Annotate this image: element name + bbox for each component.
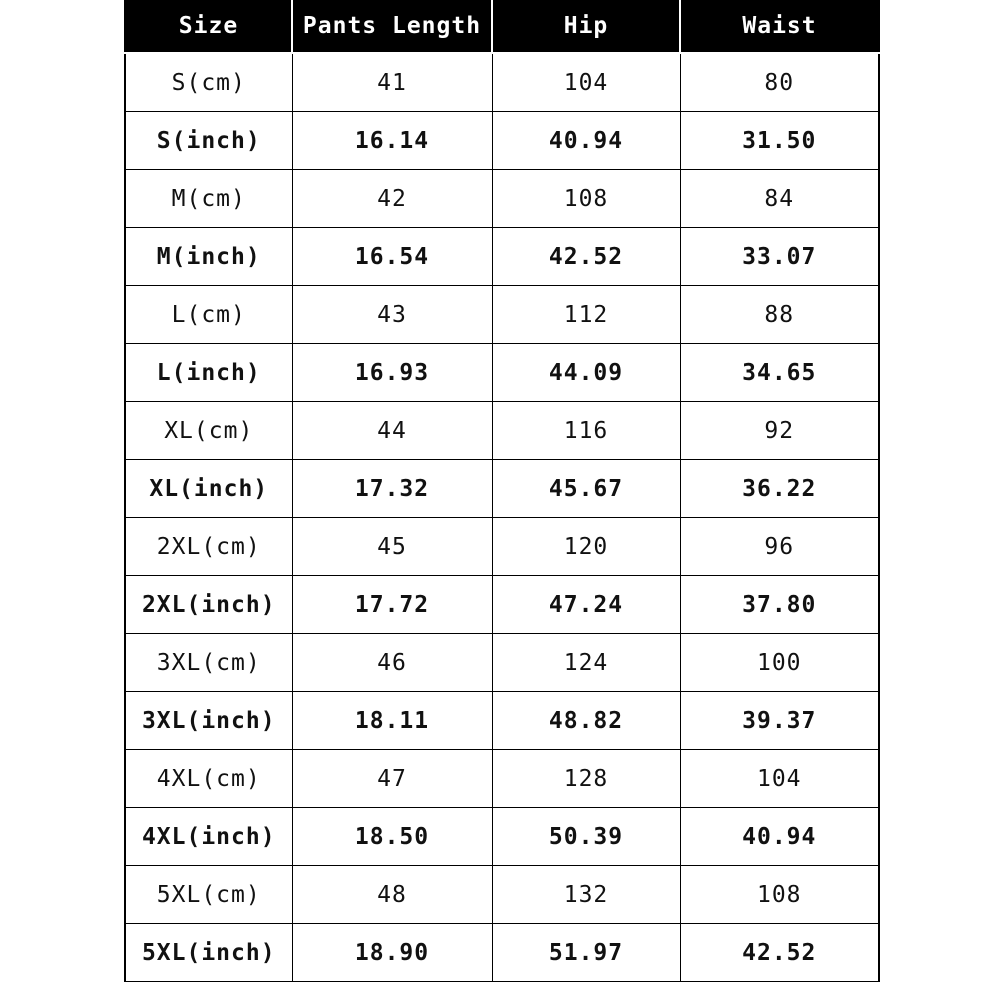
size-cell: 5XL(cm) bbox=[125, 866, 292, 924]
pants-length-cell: 47 bbox=[292, 750, 492, 808]
size-cell: M(cm) bbox=[125, 170, 292, 228]
table-row bbox=[125, 460, 879, 518]
hip-cell: 40.94 bbox=[492, 112, 680, 170]
table-row bbox=[125, 344, 879, 402]
table-row bbox=[125, 53, 879, 112]
hip-cell: 51.97 bbox=[492, 924, 680, 982]
table-body bbox=[125, 53, 879, 982]
size-cell: L(cm) bbox=[125, 286, 292, 344]
table-row bbox=[125, 808, 879, 866]
size-cell: S(inch) bbox=[125, 112, 292, 170]
hip-cell: 42.52 bbox=[492, 228, 680, 286]
table-row bbox=[125, 924, 879, 982]
hip-cell: 47.24 bbox=[492, 576, 680, 634]
waist-cell: 39.37 bbox=[680, 692, 879, 750]
pants-length-cell: 16.14 bbox=[292, 112, 492, 170]
header-row bbox=[125, 0, 879, 53]
table-row bbox=[125, 692, 879, 750]
size-cell: 5XL(inch) bbox=[125, 924, 292, 982]
table-row bbox=[125, 286, 879, 344]
size-cell: M(inch) bbox=[125, 228, 292, 286]
hip-cell: 128 bbox=[492, 750, 680, 808]
waist-cell: 31.50 bbox=[680, 112, 879, 170]
waist-cell: 36.22 bbox=[680, 460, 879, 518]
waist-cell: 84 bbox=[680, 170, 879, 228]
waist-cell: 96 bbox=[680, 518, 879, 576]
table-header bbox=[125, 0, 879, 53]
header-hip: Hip bbox=[492, 0, 680, 53]
pants-length-cell: 45 bbox=[292, 518, 492, 576]
table-row bbox=[125, 112, 879, 170]
size-cell: XL(inch) bbox=[125, 460, 292, 518]
hip-cell: 104 bbox=[492, 53, 680, 112]
waist-cell: 40.94 bbox=[680, 808, 879, 866]
waist-cell: 34.65 bbox=[680, 344, 879, 402]
hip-cell: 124 bbox=[492, 634, 680, 692]
pants-length-cell: 17.72 bbox=[292, 576, 492, 634]
table-row bbox=[125, 750, 879, 808]
size-cell: S(cm) bbox=[125, 53, 292, 112]
hip-cell: 50.39 bbox=[492, 808, 680, 866]
pants-length-cell: 18.90 bbox=[292, 924, 492, 982]
hip-cell: 45.67 bbox=[492, 460, 680, 518]
size-cell: 2XL(inch) bbox=[125, 576, 292, 634]
pants-length-cell: 18.11 bbox=[292, 692, 492, 750]
waist-cell: 100 bbox=[680, 634, 879, 692]
hip-cell: 48.82 bbox=[492, 692, 680, 750]
size-cell: L(inch) bbox=[125, 344, 292, 402]
table-row bbox=[125, 866, 879, 924]
waist-cell: 104 bbox=[680, 750, 879, 808]
waist-cell: 42.52 bbox=[680, 924, 879, 982]
size-chart-table bbox=[124, 0, 880, 982]
pants-length-cell: 46 bbox=[292, 634, 492, 692]
hip-cell: 108 bbox=[492, 170, 680, 228]
header-size: Size bbox=[125, 0, 292, 53]
header-waist: Waist bbox=[680, 0, 879, 53]
pants-length-cell: 16.93 bbox=[292, 344, 492, 402]
size-cell: 4XL(cm) bbox=[125, 750, 292, 808]
waist-cell: 92 bbox=[680, 402, 879, 460]
pants-length-cell: 48 bbox=[292, 866, 492, 924]
waist-cell: 80 bbox=[680, 53, 879, 112]
pants-length-cell: 44 bbox=[292, 402, 492, 460]
pants-length-cell: 17.32 bbox=[292, 460, 492, 518]
size-cell: 4XL(inch) bbox=[125, 808, 292, 866]
size-cell: XL(cm) bbox=[125, 402, 292, 460]
size-cell: 2XL(cm) bbox=[125, 518, 292, 576]
table-row bbox=[125, 518, 879, 576]
waist-cell: 33.07 bbox=[680, 228, 879, 286]
pants-length-cell: 18.50 bbox=[292, 808, 492, 866]
hip-cell: 132 bbox=[492, 866, 680, 924]
header-pants-length: Pants Length bbox=[292, 0, 492, 53]
hip-cell: 112 bbox=[492, 286, 680, 344]
pants-length-cell: 16.54 bbox=[292, 228, 492, 286]
hip-cell: 44.09 bbox=[492, 344, 680, 402]
waist-cell: 37.80 bbox=[680, 576, 879, 634]
size-cell: 3XL(inch) bbox=[125, 692, 292, 750]
waist-cell: 88 bbox=[680, 286, 879, 344]
table-row bbox=[125, 170, 879, 228]
pants-length-cell: 43 bbox=[292, 286, 492, 344]
table-row bbox=[125, 228, 879, 286]
table-row bbox=[125, 402, 879, 460]
size-cell: 3XL(cm) bbox=[125, 634, 292, 692]
table-row bbox=[125, 576, 879, 634]
pants-length-cell: 41 bbox=[292, 53, 492, 112]
table-row bbox=[125, 634, 879, 692]
waist-cell: 108 bbox=[680, 866, 879, 924]
hip-cell: 116 bbox=[492, 402, 680, 460]
pants-length-cell: 42 bbox=[292, 170, 492, 228]
hip-cell: 120 bbox=[492, 518, 680, 576]
